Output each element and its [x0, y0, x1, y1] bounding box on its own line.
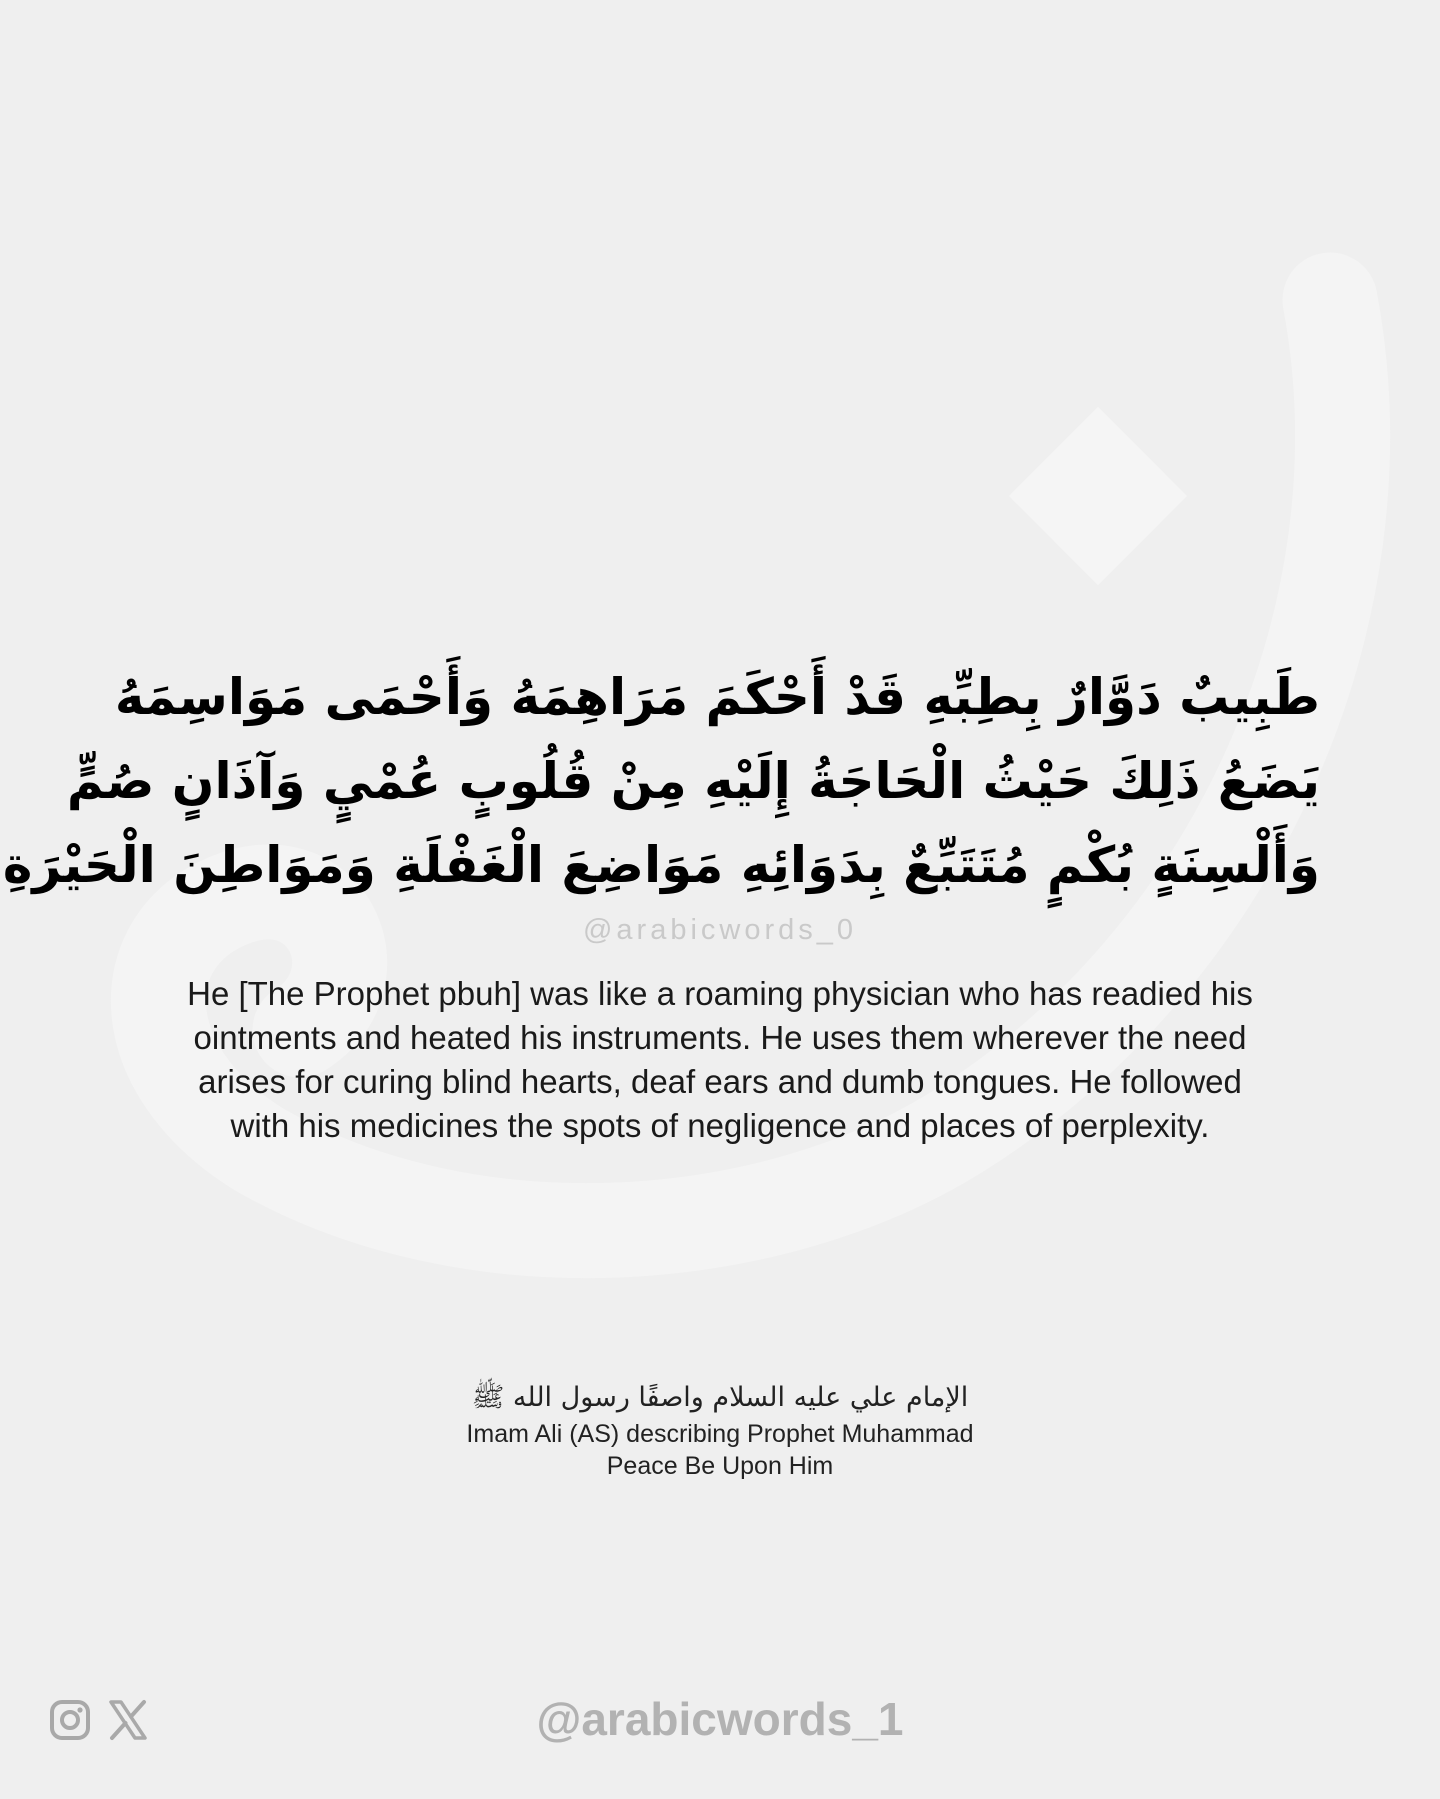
arabic-line: طَبِيبٌ دَوَّارٌ بِطِبِّهِ قَدْ أَحْكَمَ مَرَاهِمَهُ وَأَحْمَى مَوَاسِمَهُ	[114, 668, 1320, 726]
attribution-english-line2: Peace Be Upon Him	[606, 1452, 834, 1480]
arabic-line: وَأَلْسِنَةٍ بُكْمٍ مُتَتَبِّعٌ بِدَوَائِهِ مَوَاضِعَ الْغَفْلَةِ وَمَوَاطِنَ الْحَيْرَةِ	[2, 836, 1320, 894]
translation-line: ointments and heated his instruments. He uses them wherever the need	[193, 1019, 1247, 1056]
footer	[0, 1688, 1440, 1748]
english-translation	[120, 972, 1320, 1148]
watermark-handle: @arabicwords_0	[582, 914, 858, 946]
translation-line: with his medicines the spots of negligence and places of perplexity.	[230, 1107, 1210, 1144]
attribution	[0, 1378, 1440, 1482]
account-handle: @arabicwords_1	[536, 1693, 904, 1745]
attribution-english-line1: Imam Ali (AS) describing Prophet Muhammad	[466, 1420, 974, 1448]
diamond-shape	[1009, 407, 1187, 585]
attribution-arabic: الإمام علي عليه السلام واصفًا رسول الله ﷺ	[471, 1382, 969, 1413]
translation-line: arises for curing blind hearts, deaf ears and dumb tongues. He followed	[198, 1063, 1242, 1100]
arabic-quote	[2, 655, 1320, 907]
arabic-line: يَضَعُ ذَلِكَ حَيْثُ الْحَاجَةُ إِلَيْهِ مِنْ قُلُوبٍ عُمْيٍ وَآذَانٍ صُمٍّ	[66, 752, 1320, 810]
translation-line: He [The Prophet pbuh] was like a roaming physician who has readied his	[187, 975, 1253, 1012]
